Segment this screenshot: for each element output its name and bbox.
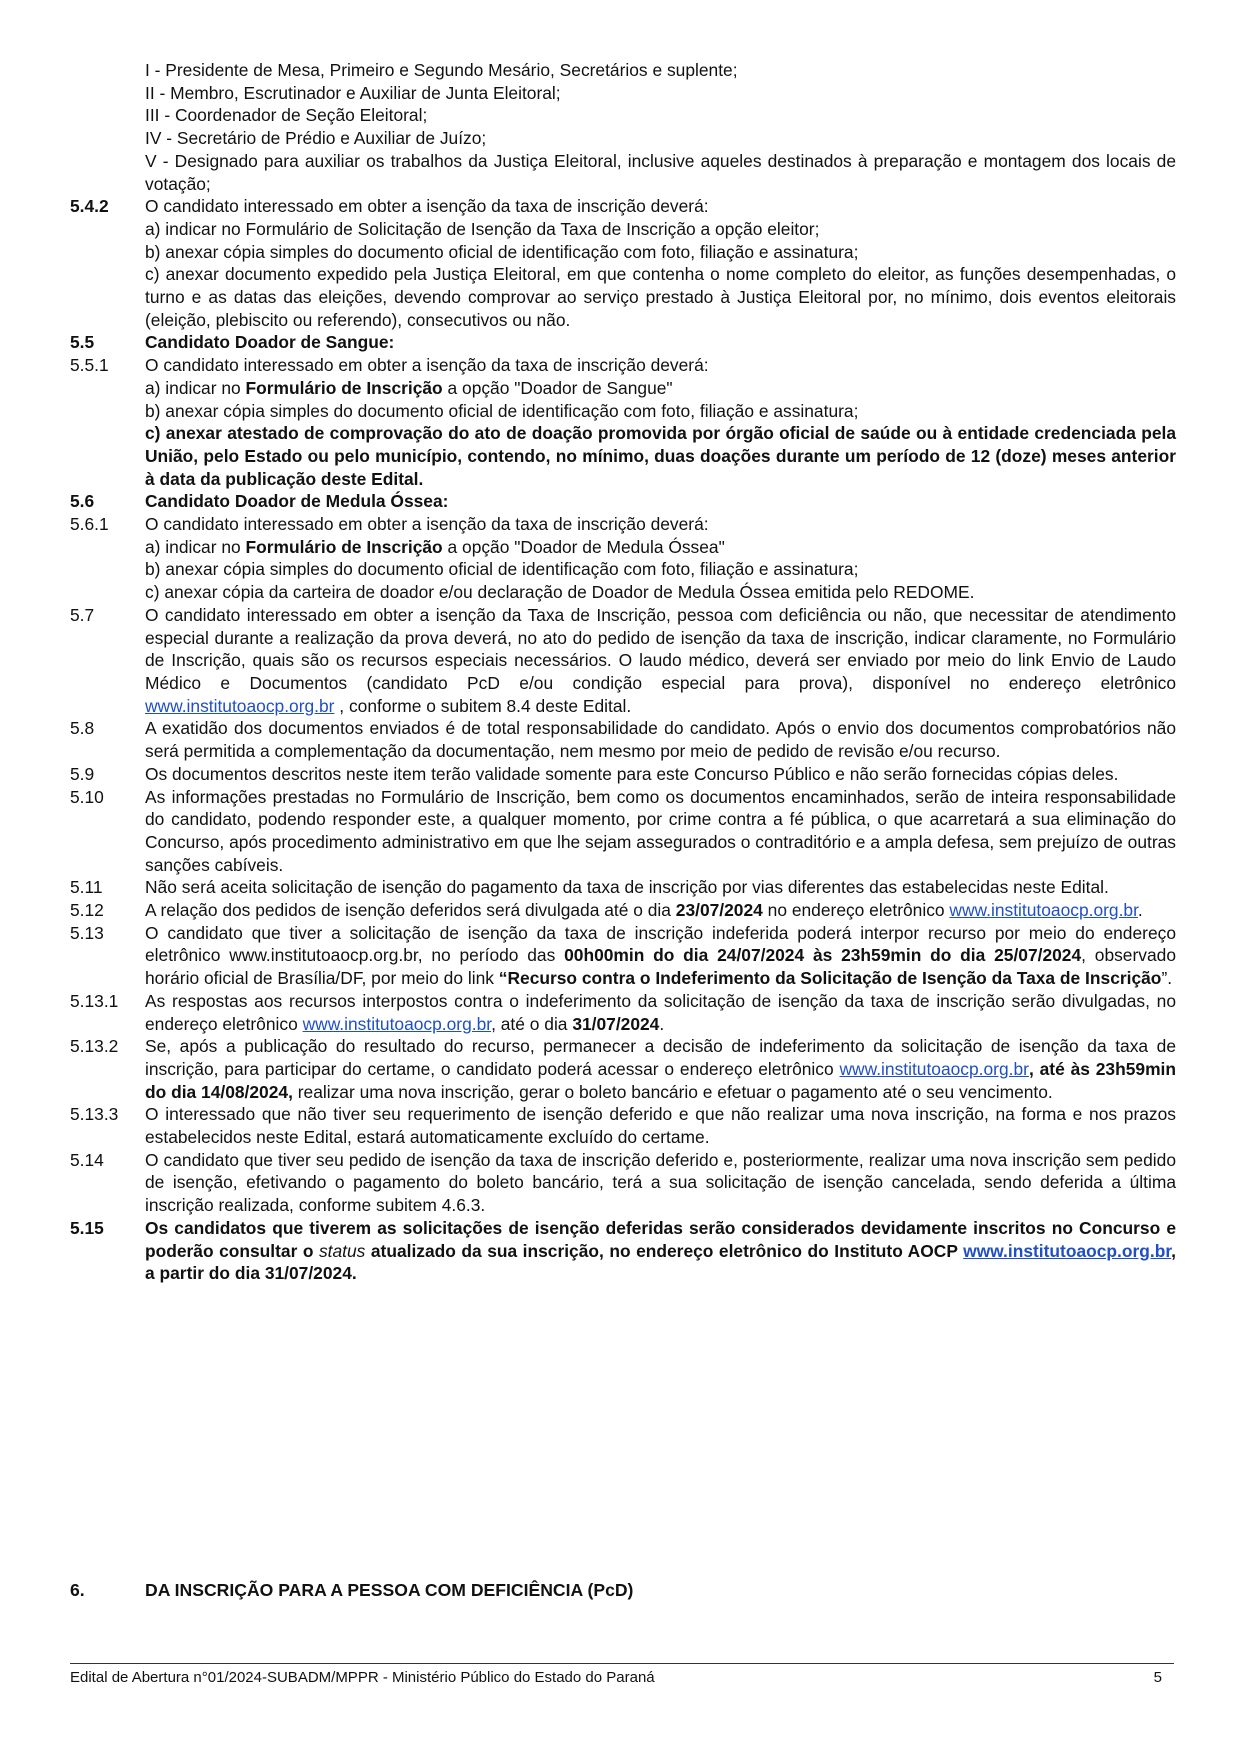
text-span: realizar uma nova inscrição, gerar o boleto bancário e efetuar o pagamento até o seu vencimento.	[292, 1081, 1053, 1102]
clause-number: 5.12	[70, 900, 104, 921]
list-item: b) anexar cópia simples do documento oficial de identificação com foto, filiação e assinatura;	[145, 559, 859, 580]
clause-5-15	[70, 1217, 1176, 1285]
list-item: c) anexar atestado de comprovação do ato de doação promovida por órgão oficial de saúde ou à entidade credenciada pela União, pelo Estado ou pelo município, contendo, no mínimo, duas doações durante um período de 12 (doze) meses anterior à data da publicação deste Edital.	[145, 423, 1176, 489]
text-span: A relação dos pedidos de isenção deferidos será divulgada até o dia	[145, 900, 676, 921]
clause-number: 5.9	[70, 763, 95, 784]
clause-text: A exatidão dos documentos enviados é de total responsabilidade do candidato. Após o envio dos documentos comprobatórios não será permitida a complementação da documentação, nem mesmo por meio de pedido de revisão e/ou recurso.	[145, 718, 1176, 762]
section-title: Candidato Doador de Sangue:	[145, 332, 395, 353]
clause-5-5-1	[70, 354, 1176, 377]
list-item: b) anexar cópia simples do documento oficial de identificação com foto, filiação e assinatura;	[145, 400, 859, 421]
section-5-5-heading	[70, 331, 1176, 354]
clause-number: 5.13	[70, 922, 104, 943]
date-span: 23/07/2024	[675, 900, 763, 921]
institutoaocp-link[interactable]: www.institutoaocp.org.br	[302, 1013, 492, 1034]
text-span: a opção "Doador de Medula Óssea"	[442, 536, 725, 557]
text-span: , conforme o subitem 8.4 deste Edital.	[334, 695, 632, 716]
list-item: c) anexar documento expedido pela Justiça Eleitoral, em que contenha o nome completo do eleitor, as funções desempenhadas, o turno e as datas das eleições, devendo comprovar ao serviço prestado à Justiça Eleitoral por, no mínimo, dois eventos eleitorais (eleição, plebiscito ou referendo), consecutivos ou não.	[145, 264, 1176, 330]
list-item: II - Membro, Escrutinador e Auxiliar de Junta Eleitoral;	[145, 82, 561, 103]
clause-5-8	[70, 717, 1176, 762]
clause-number: 5.10	[70, 786, 104, 807]
document-page	[70, 59, 1176, 1285]
clause-5-12	[70, 899, 1176, 922]
clause-text	[145, 899, 1176, 922]
section-title: DA INSCRIÇÃO PARA A PESSOA COM DEFICIÊNCIA (PcD)	[145, 1580, 634, 1600]
bold-span: Formulário de Inscrição	[245, 377, 443, 398]
clause-text: O candidato interessado em obter a isenção da taxa de inscrição deverá:	[145, 355, 709, 376]
text-span: Se, após a publicação do resultado do recurso, permanecer a decisão de indeferimento da solicitação de isenção da taxa de inscrição, para participar do certame, o candidato poderá acessar o endereço eletrônico	[145, 1036, 1176, 1079]
bold-span: Formulário de Inscrição	[245, 536, 443, 557]
page-number: 5	[1153, 1669, 1162, 1686]
text-span: atualizado da sua inscrição, no endereço eletrônico do Instituto AOCP	[365, 1240, 964, 1261]
clause-text: O candidato interessado em obter a isenção da taxa de inscrição deverá:	[145, 514, 709, 535]
clause-5-13-2	[70, 1035, 1176, 1103]
clause-5-6-1	[70, 513, 1176, 536]
clause-text	[145, 990, 1176, 1035]
clause-5-9	[70, 763, 1176, 786]
list-item: III - Coordenador de Seção Eleitoral;	[145, 105, 428, 126]
list-item: IV - Secretário de Prédio e Auxiliar de Juízo;	[145, 128, 487, 149]
date-span: 31/07/2024	[572, 1013, 660, 1034]
clause-number: 5.14	[70, 1149, 104, 1170]
text-span: ”.	[1161, 968, 1173, 989]
link-name-span: “Recurso contra o Indeferimento da Solicitação de Isenção da Taxa de Inscrição	[498, 968, 1162, 989]
clause-number: 5.13.1	[70, 990, 119, 1011]
period-span: 00h00min do dia 24/07/2024 às 23h59min do dia 25/07/2024	[564, 945, 1082, 966]
text-span: no endereço eletrônico	[762, 900, 950, 921]
clause-5-14	[70, 1149, 1176, 1217]
clause-number: 5.5	[70, 332, 95, 353]
clause-text	[145, 922, 1176, 990]
clause-5-13-1	[70, 990, 1176, 1035]
section-6-heading	[70, 1580, 633, 1601]
text-span: , observado horário oficial de Brasília/DF, por meio do link	[145, 945, 1176, 989]
list-item	[70, 536, 1176, 559]
text-span: a opção "Doador de Sangue"	[442, 377, 673, 398]
page-footer	[70, 1669, 1162, 1686]
section-title: Candidato Doador de Medula Óssea:	[145, 491, 449, 512]
list-item: a) indicar no Formulário de Solicitação de Isenção da Taxa de Inscrição a opção eleitor;	[145, 218, 820, 239]
clause-5-4-2	[70, 195, 1176, 218]
clause-text: Os documentos descritos neste item terão validade somente para este Concurso Público e não serão fornecidas cópias deles.	[145, 763, 1119, 784]
section-5-6-heading	[70, 490, 1176, 513]
clause-number: 5.6.1	[70, 514, 109, 535]
clause-text: O interessado que não tiver seu requerimento de isenção deferido e que não realizar uma nova inscrição, na forma e nos prazos estabelecidos neste Edital, estará automaticamente excluído do certame.	[145, 1104, 1176, 1148]
clause-text: O candidato que tiver seu pedido de isenção da taxa de inscrição deferido e, posteriormente, realizar uma nova inscrição sem pedido de isenção, efetivando o pagamento do boleto bancário, terá a sua solicitação de isenção cancelada, sendo deferida a última inscrição realizada, conforme subitem 4.6.3.	[145, 1149, 1176, 1216]
italic-span: status	[318, 1240, 366, 1261]
clause-number: 5.15	[70, 1217, 104, 1238]
clause-5-13	[70, 922, 1176, 990]
text-span: O candidato que tiver a solicitação de isenção da taxa de inscrição indeferida poderá interpor recurso por meio do endereço eletrônico www.institutoaocp.org.br, no período das	[145, 922, 1176, 966]
institutoaocp-link[interactable]: www.institutoaocp.org.br	[839, 1058, 1029, 1079]
clause-number: 5.6	[70, 491, 95, 512]
list-item: V - Designado para auxiliar os trabalhos da Justiça Eleitoral, inclusive aqueles destinados à preparação e montagem dos locais de votação;	[145, 150, 1176, 194]
clause-text: Não será aceita solicitação de isenção do pagamento da taxa de inscrição por vias diferentes das estabelecidas neste Edital.	[145, 877, 1109, 898]
clause-number: 5.8	[70, 718, 95, 739]
clause-5-11	[70, 876, 1176, 899]
footer-text: Edital de Abertura n°01/2024-SUBADM/MPPR - Ministério Público do Estado do Paraná	[70, 1669, 655, 1686]
section-number: 6.	[70, 1580, 85, 1600]
list-item: b) anexar cópia simples do documento oficial de identificação com foto, filiação e assinatura;	[145, 241, 859, 262]
clause-text	[145, 1217, 1176, 1285]
clause-5-10	[70, 786, 1176, 877]
clause-text: As informações prestadas no Formulário de Inscrição, bem como os documentos encaminhados, serão de inteira responsabilidade do candidato, podendo responder este, a qualquer momento, por crime contra a fé pública, o que acarretará a sua eliminação do Concurso, após procedimento administrativo em que lhe sejam assegurados o contraditório e a ampla defesa, sem prejuízo de outras sanções cabíveis.	[145, 786, 1176, 875]
text-span: a) indicar no	[145, 536, 246, 557]
clause-text: O candidato interessado em obter a isenção da taxa de inscrição deverá:	[145, 196, 709, 217]
footer-divider	[70, 1663, 1174, 1664]
clause-text	[145, 604, 1176, 718]
text-span: a) indicar no	[145, 377, 246, 398]
list-item	[70, 377, 1176, 400]
text-span: , a partir do dia 31/07/2024.	[145, 1240, 1176, 1284]
deadline-span: , até às 23h59min do dia 14/08/2024,	[145, 1058, 1176, 1102]
text-span: , até o dia	[491, 1013, 573, 1034]
text-span: As respostas aos recursos interpostos contra o indeferimento da solicitação de isenção da taxa de inscrição serão divulgadas, no endereço eletrônico	[145, 990, 1176, 1034]
clause-5-13-3	[70, 1103, 1176, 1148]
clause-5-7	[70, 604, 1176, 718]
clause-number: 5.4.2	[70, 196, 109, 217]
clause-number: 5.11	[70, 877, 103, 898]
institutoaocp-link[interactable]: www.institutoaocp.org.br	[963, 1240, 1172, 1261]
clause-number: 5.13.3	[70, 1104, 119, 1125]
list-item: c) anexar cópia da carteira de doador e/ou declaração de Doador de Medula Óssea emitida pelo REDOME.	[145, 582, 975, 603]
text-span: O candidato interessado em obter a isenção da Taxa de Inscrição, pessoa com deficiência ou não, que necessitar de atendimento especial durante a realização da prova deverá, no ato do pedido de isenção da taxa de inscrição, indicar claramente, no Formulário de Inscrição, quais são os recursos especiais necessários. O laudo médico, deverá ser enviado por meio do link Envio de Laudo Médico e Documentos (candidato PcD e/ou condição especial para prova), disponível no endereço eletrônico	[145, 604, 1176, 693]
text-span: .	[659, 1013, 665, 1034]
text-span: Os candidatos que tiverem as solicitações de isenção deferidas serão considerados devidamente inscritos no Concurso e poderão consultar o	[145, 1217, 1176, 1261]
clause-text	[145, 1035, 1176, 1103]
text-span: .	[1137, 900, 1143, 921]
clause-number: 5.5.1	[70, 355, 109, 376]
clause-number: 5.7	[70, 604, 95, 625]
institutoaocp-link[interactable]: www.institutoaocp.org.br	[949, 900, 1138, 921]
list-item: I - Presidente de Mesa, Primeiro e Segundo Mesário, Secretários e suplente;	[145, 60, 738, 80]
institutoaocp-link[interactable]: www.institutoaocp.org.br	[145, 695, 335, 716]
clause-number: 5.13.2	[70, 1036, 119, 1057]
